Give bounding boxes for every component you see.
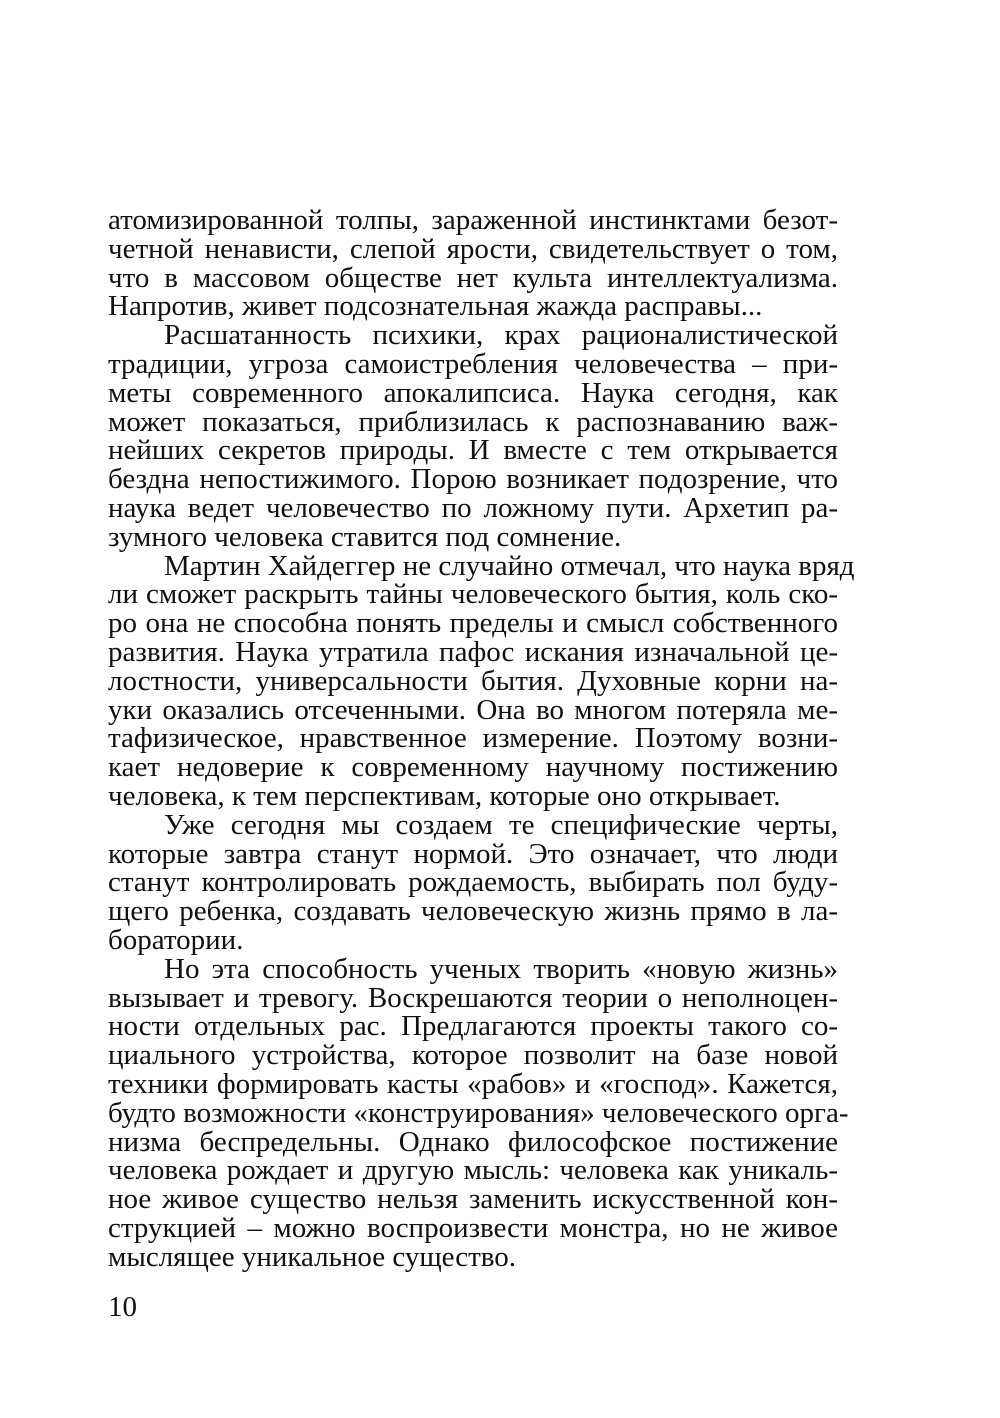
text-line: мыслящее уникальное существо. — [108, 1240, 517, 1273]
text-line: тафизическое, нравственное измерение. Поэтому возни- — [108, 722, 838, 755]
text-line: струкцией – можно воспроизвести монстра, но не живое — [108, 1211, 838, 1244]
text-line: Мартин Хайдеггер не случайно отмечал, что наука вряд — [164, 549, 855, 582]
text-line: зумного человека ставится под сомнение. — [108, 520, 622, 553]
text-line: техники формировать касты «рабов» и «господ». Кажется, — [108, 1067, 838, 1100]
text-line: может показаться, приблизилась к распознаванию важ- — [108, 405, 838, 438]
text-line: Но эта способность ученых творить «новую жизнь» — [164, 952, 838, 985]
text-line: Напротив, живет подсознательная жажда расправы... — [108, 290, 763, 323]
text-line: щего ребенка, создавать человеческую жизнь прямо в ла- — [108, 895, 838, 928]
text-line: ли сможет раскрыть тайны человеческого бытия, коль ско- — [108, 578, 838, 611]
text-line: циального устройства, которое позволит на базе новой — [108, 1039, 838, 1072]
text-line: бездна непостижимого. Порою возникает подозрение, что — [108, 463, 838, 496]
text-line: человека рождает и другую мысль: человека как уникаль- — [108, 1154, 838, 1187]
text-line: атомизированной толпы, зараженной инстинктами безот- — [108, 204, 838, 236]
page-number: 10 — [108, 1291, 137, 1323]
text-line: лостности, универсальности бытия. Духовные корни на- — [108, 664, 838, 697]
text-line: меты современного апокалипсиса. Наука сегодня, как — [108, 376, 838, 409]
text-line: традиции, угроза самоистребления человечества – при- — [108, 347, 838, 380]
text-line: будто возможности «конструирования» человеческого орга- — [108, 1096, 849, 1129]
text-line: Уже сегодня мы создаем те специфические черты, — [164, 808, 838, 841]
text-line: кает недоверие к современному научному постижению — [108, 751, 838, 784]
text-line: боратории. — [108, 923, 244, 956]
text-line: низма беспредельны. Однако философское постижение — [108, 1125, 838, 1158]
text-line: ро она не способна понять пределы и смысл собственного — [108, 607, 838, 640]
text-line: вызывает и тревогу. Воскрешаются теории о неполноцен- — [108, 981, 838, 1014]
text-line: четной ненависти, слепой ярости, свидетельствует о том, — [108, 232, 838, 265]
text-line: нейших секретов природы. И вместе с тем открывается — [108, 434, 838, 467]
text-line: которые завтра станут нормой. Это означает, что люди — [108, 837, 838, 870]
text-line: Расшатанность психики, крах рационалистической — [164, 319, 838, 352]
text-line: человека, к тем перспективам, которые оно открывает. — [108, 779, 781, 812]
text-line: наука ведет человечество по ложному пути. Архетип ра- — [108, 491, 838, 524]
text-line: ное живое существо нельзя заменить искусственной кон- — [108, 1183, 838, 1216]
body-text — [108, 204, 855, 1273]
text-line: ности отдельных рас. Предлагаются проекты такого со- — [108, 1010, 838, 1043]
text-line: уки оказались отсеченными. Она во многом потеряла ме- — [108, 693, 838, 726]
text-line: развития. Наука утратила пафос искания изначальной це- — [108, 635, 838, 668]
text-line: станут контролировать рождаемость, выбирать пол буду- — [108, 866, 838, 899]
text-line: что в массовом обществе нет культа интеллектуализма. — [108, 261, 838, 294]
